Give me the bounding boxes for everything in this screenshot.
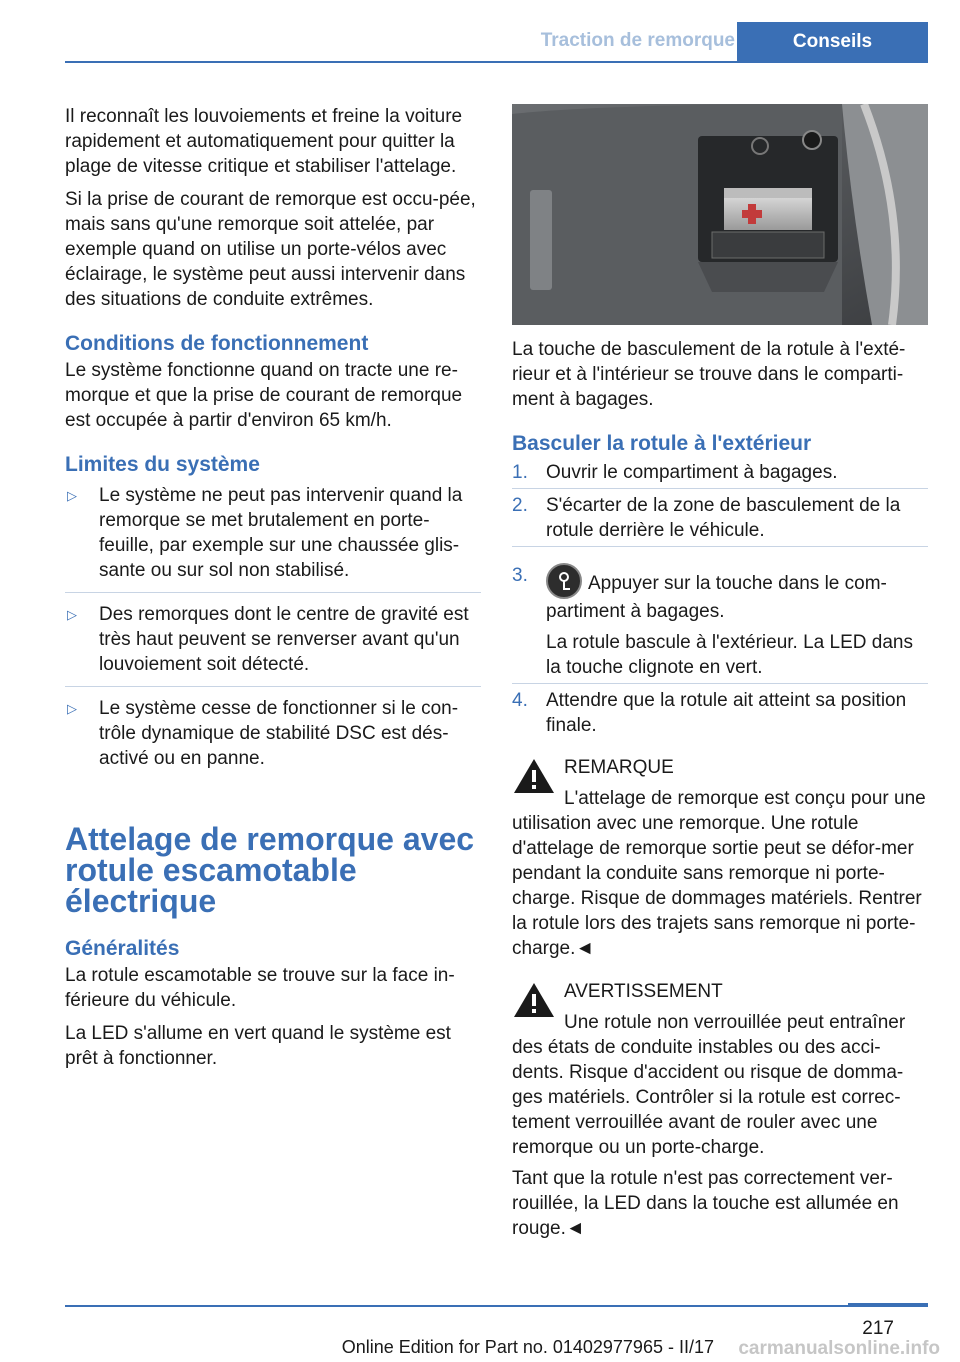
warning-triangle-icon xyxy=(512,981,556,1019)
note-box xyxy=(512,755,928,961)
note-text: L'attelage de remorque est conçu pour une utilisation avec une remorque. Une rotule d'attelage de remorque sortie peut se défor‐mer pendant la conduite sans remorque ni porte-charge. Risque de dommages matériels. Rentrer la rotule lors des trajets sans remorque ni porte-charge.◄ xyxy=(512,788,926,959)
list-item: 4. Attendre que la rotule ait atteint sa position finale. xyxy=(512,690,907,736)
heading-general: Généralités xyxy=(65,937,180,960)
swing-out-steps xyxy=(512,460,928,741)
warning-text-led: Tant que la rotule n'est pas correctement ver‐rouillée, la LED dans la touche est allumée en rouge.◄ xyxy=(512,1168,899,1239)
heading-swing-out: Basculer la rotule à l'extérieur xyxy=(512,432,812,455)
photo-illustration xyxy=(512,104,928,325)
header-tab-conseils: Conseils xyxy=(737,22,928,62)
triangle-bullet-icon: ▷ xyxy=(67,607,77,622)
left-column xyxy=(65,104,481,1079)
paragraph-general-led: La LED s'allume en vert quand le système est prêt à fonctionner. xyxy=(65,1023,451,1069)
tow-hitch-button-icon xyxy=(546,563,582,599)
warning-triangle-icon xyxy=(512,757,556,795)
list-item: ▷ Le système ne peut pas intervenir quand la remorque se met brutalement en porte-feuille, par exemple sur une chaussée glis‐sante ou sur sol non stabilisé. xyxy=(65,483,481,593)
warning-text: Une rotule non verrouillée peut entraîner des états de conduite instables ou des acci‐dents. Risque d'accident ou risque de domma‐ges matériels. Contrôler si la rotule est correc‐tement verrouillée avant de rouler avec une remorque ou un porte-charge. xyxy=(512,1012,906,1158)
list-item: 1. Ouvrir le compartiment à bagages. xyxy=(512,460,928,489)
paragraph-conditions: Le système fonctionne quand on tracte une re‐morque et que la prise de courant de remorque est occupée à partir d'environ 65 km/h. xyxy=(65,360,463,431)
header-section-title: Traction de remorque xyxy=(540,30,735,51)
list-item: 3. Appuyer sur la touche dans le com‐partiment à bagages. La rotule bascule à l'extérieur. La LED dans la touche clignote en vert. xyxy=(512,551,928,684)
heading-limits: Limites du système xyxy=(65,453,260,476)
right-column xyxy=(512,104,928,1247)
triangle-bullet-icon: ▷ xyxy=(67,488,77,503)
luggage-compartment-photo xyxy=(512,104,928,325)
edition-text: Online Edition for Part no. 01402977965 - II/17 xyxy=(341,1337,714,1357)
warning-title: AVERTISSEMENT xyxy=(564,981,723,1002)
warning-box xyxy=(512,979,928,1241)
footer-rule xyxy=(65,1305,928,1307)
paragraph-general-location: La rotule escamotable se trouve sur la face in‐férieure du véhicule. xyxy=(65,965,455,1011)
footer-rule-accent xyxy=(848,1303,928,1307)
list-item: ▷ Des remorques dont le centre de gravité est très haut peuvent se renverser avant qu'un louvoiement soit détecté. xyxy=(65,602,481,687)
page-number: 217 xyxy=(862,1318,894,1339)
paragraph-sway-detection: Il reconnaît les louvoiements et freine la voiture rapidement et automatiquement pour quitter la plage de vitesse critique et stabiliser l'attelage. xyxy=(65,106,463,177)
heading-main-section: Attelage de remorque avec rotule escamotable électrique xyxy=(65,821,475,919)
heading-conditions: Conditions de fonctionnement xyxy=(65,332,369,355)
watermark: carmanualsonline.info xyxy=(738,1338,940,1359)
header-rule xyxy=(65,61,928,63)
page-header xyxy=(0,0,960,62)
paragraph-socket-occupied: Si la prise de courant de remorque est occu‐pée, mais sans qu'une remorque soit attelée, par exemple quand on utilise un porte-vélos avec éclairage, le système peut aussi intervenir dans des situations de conduite extrêmes. xyxy=(65,189,476,310)
photo-caption: La touche de basculement de la rotule à l'exté‐rieur et à l'intérieur se trouve dans le comparti‐ment à bagages. xyxy=(512,339,906,410)
note-title: REMARQUE xyxy=(564,757,674,778)
triangle-bullet-icon: ▷ xyxy=(67,701,77,716)
list-item: ▷ Le système cesse de fonctionner si le con‐trôle dynamique de stabilité DSC est dés‐activé ou en panne. xyxy=(67,698,459,769)
limits-list xyxy=(65,483,481,780)
list-item: 2. S'écarter de la zone de basculement de la rotule derrière le véhicule. xyxy=(512,493,928,547)
